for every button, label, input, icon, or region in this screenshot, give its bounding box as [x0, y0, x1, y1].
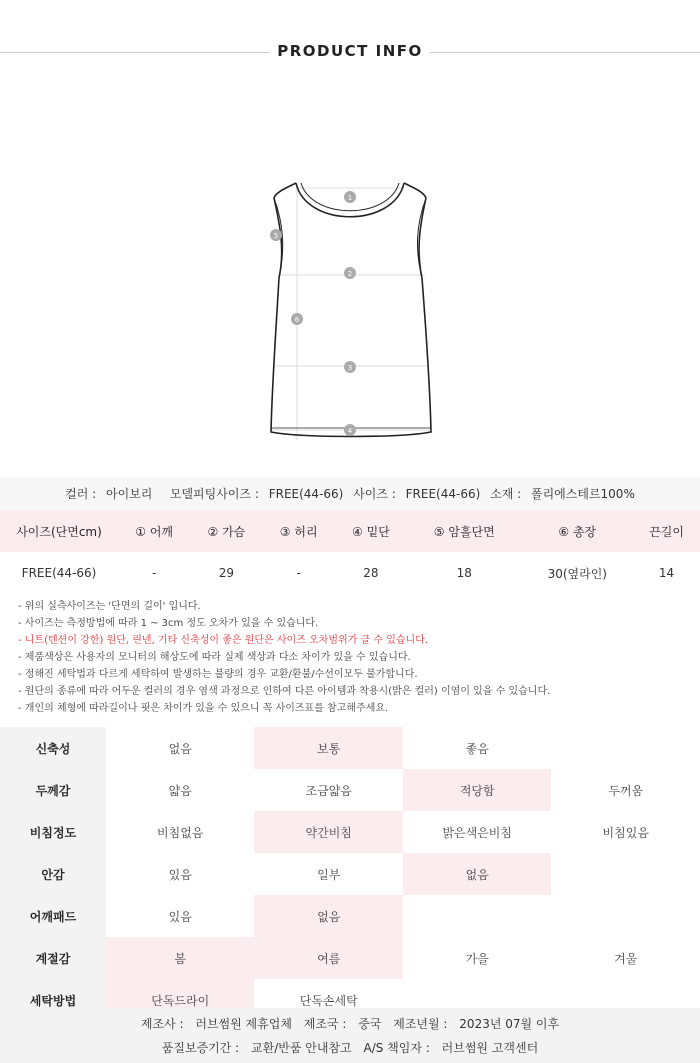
feature-option: 있음	[168, 867, 192, 882]
feature-option: 있음	[168, 909, 192, 924]
size-label: 사이즈 :	[353, 487, 396, 501]
feature-label: 세탁방법	[0, 979, 106, 1021]
size-header: ③ 허리	[263, 510, 335, 552]
size-header: ① 어깨	[118, 510, 190, 552]
garment-diagram	[0, 170, 700, 450]
warranty-label: 품질보증기간 :	[161, 1041, 240, 1055]
note-line: - 사이즈는 측정방법에 따라 1 ~ 3cm 정도 오차가 있을 수 있습니다.	[18, 618, 319, 629]
color-value: 아이보리	[106, 487, 153, 501]
feature-option: 적당함	[403, 769, 552, 811]
marker-5	[270, 229, 282, 241]
feature-row	[0, 769, 700, 811]
size-header: 끈길이	[633, 510, 700, 552]
date-value: 2023년 07월 이후	[459, 1017, 560, 1031]
country-label: 제조국 :	[303, 1017, 347, 1031]
feature-label: 신축성	[0, 727, 106, 769]
feature-option: 단독드라이	[106, 979, 255, 1021]
feature-option: 밝은색은비침	[442, 825, 512, 840]
material-label: 소재 :	[490, 487, 522, 501]
feature-option: 가을	[465, 951, 489, 966]
size-table-header	[0, 510, 700, 552]
feature-option: 단독손세탁	[299, 993, 358, 1008]
size-cell: 30(옆라인)	[547, 566, 607, 581]
size-header: ⑤ 암홀단면	[407, 510, 521, 552]
sleeveless-top-drawing	[0, 170, 700, 450]
svg-text:4: 4	[347, 427, 353, 435]
feature-option: 보통	[254, 727, 403, 769]
feature-option: 두꺼움	[608, 783, 644, 798]
feature-option: 여름	[254, 937, 403, 979]
warranty-value: 교환/반품 안내참고	[251, 1041, 352, 1055]
note-line: - 제품색상은 사용자의 모니터의 해상도에 따라 실제 색상과 다소 차이가 있을 수 있습니다.	[18, 652, 411, 663]
divider-right	[430, 52, 700, 53]
note-line: - 개인의 체형에 따라길이나 핏은 차이가 있을 수 있으니 꼭 사이즈표를 참고해주세요.	[18, 703, 389, 714]
feature-row	[0, 811, 700, 853]
feature-option: 없음	[254, 895, 403, 937]
svg-text:5: 5	[273, 232, 279, 240]
marker-4	[344, 424, 356, 436]
marker-2	[344, 267, 356, 279]
footer-info	[0, 1008, 700, 1063]
feature-label: 비침정도	[0, 811, 106, 853]
marker-3	[344, 361, 356, 373]
feature-option: 없음	[168, 741, 192, 756]
feature-label: 안감	[0, 853, 106, 895]
feature-label: 어깨패드	[0, 895, 106, 937]
feature-row	[0, 727, 700, 769]
product-summary	[0, 478, 700, 510]
note-line-warning: - 니트(텐션이 강한) 원단, 린넨, 기타 신축성이 좋은 원단은 사이즈 오차범위가 클 수 있습니다.	[18, 635, 429, 646]
svg-text:3: 3	[347, 364, 353, 372]
size-cell: -	[151, 566, 157, 580]
size-header: 사이즈(단면cm)	[0, 510, 118, 552]
marker-6	[291, 313, 303, 325]
model-size-value: FREE(44-66)	[268, 487, 344, 501]
size-cell: FREE(44-66)	[21, 566, 97, 580]
maker-label: 제조사 :	[140, 1017, 184, 1031]
size-cell: 14	[658, 566, 675, 580]
header	[0, 0, 700, 108]
size-header: ② 가슴	[190, 510, 262, 552]
feature-option: 좋음	[465, 741, 489, 756]
size-cell: 18	[456, 566, 472, 580]
feature-option	[403, 895, 552, 937]
size-cell: 28	[363, 566, 379, 580]
note-line: - 정해진 세탁법과 다르게 세탁하여 발생하는 불량의 경우 교환/환불/수선이모두 불가합니다.	[18, 669, 418, 680]
table-row	[0, 552, 700, 594]
model-size-label: 모델피팅사이즈 :	[169, 487, 259, 501]
color-label: 컬러 :	[65, 487, 97, 501]
as-value: 러브썸원 고객센터	[441, 1041, 539, 1055]
size-cell: -	[296, 566, 301, 580]
feature-option: 약간비침	[254, 811, 403, 853]
feature-row	[0, 937, 700, 979]
marker-1	[344, 191, 356, 203]
svg-text:1: 1	[347, 194, 353, 202]
feature-option: 겨울	[614, 951, 638, 966]
feature-option: 일부	[317, 867, 341, 882]
feature-label: 두께감	[0, 769, 106, 811]
feature-option: 없음	[403, 853, 552, 895]
feature-label: 계절감	[0, 937, 106, 979]
size-header: ④ 밑단	[335, 510, 407, 552]
note-line: - 위의 실측사이즈는 '단면의 길이' 입니다.	[18, 601, 201, 612]
size-notes	[18, 598, 688, 717]
maker-value: 러브썸원 제휴업체	[195, 1017, 292, 1031]
size-cell: 29	[218, 566, 235, 580]
feature-row	[0, 853, 700, 895]
feature-option	[551, 727, 700, 769]
feature-option	[551, 853, 700, 895]
size-header: ⑥ 총장	[521, 510, 633, 552]
size-value: FREE(44-66)	[405, 487, 481, 501]
country-value: 중국	[358, 1017, 382, 1031]
size-table	[0, 510, 700, 594]
feature-row	[0, 895, 700, 937]
feature-option: 비침없음	[157, 825, 204, 840]
svg-text:2: 2	[347, 270, 353, 278]
date-label: 제조년월 :	[393, 1017, 448, 1031]
feature-table	[0, 727, 700, 1021]
feature-option	[551, 895, 700, 937]
as-label: A/S 책임자 :	[363, 1041, 430, 1055]
page-title: PRODUCT INFO	[277, 42, 423, 60]
feature-option: 비침있음	[602, 825, 649, 840]
feature-option: 조금얇음	[305, 783, 352, 798]
svg-text:6: 6	[294, 316, 300, 324]
material-value: 폴리에스테르100%	[530, 487, 635, 501]
note-line: - 원단의 종류에 따라 어두운 컬러의 경우 염색 과정으로 인하여 다른 아이템과 착용시(밝은 컬러) 이염이 있을 수 있습니다.	[18, 686, 551, 697]
feature-option: 봄	[106, 937, 255, 979]
feature-option: 얇음	[168, 783, 192, 798]
